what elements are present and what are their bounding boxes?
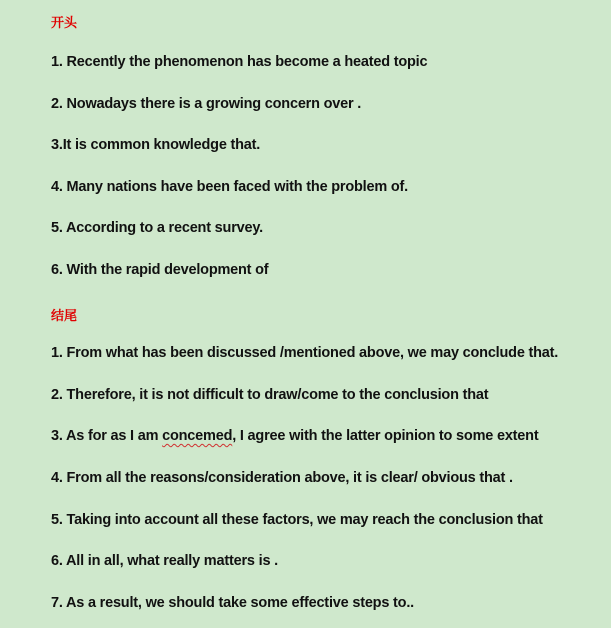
opening-item-3: 3.It is common knowledge that.: [51, 137, 261, 153]
closing-heading: 结尾: [51, 309, 78, 324]
closing-item-3-after: , I agree with the latter opinion to some extent: [232, 428, 539, 444]
opening-item-6: 6. With the rapid development of: [51, 262, 269, 278]
spelling-flag: concemed: [162, 428, 233, 444]
closing-item-3: [51, 428, 538, 444]
closing-item-7: 7. As a result, we should take some effective steps to..: [51, 595, 414, 611]
closing-item-6: 6. All in all, what really matters is .: [51, 553, 278, 569]
closing-item-2: 2. Therefore, it is not difficult to draw/come to the conclusion that: [51, 387, 489, 403]
opening-item-4: 4. Many nations have been faced with the problem of.: [51, 179, 408, 195]
closing-item-5: 5. Taking into account all these factors, we may reach the conclusion that: [51, 512, 543, 528]
opening-heading: 开头: [51, 16, 78, 31]
opening-item-2: 2. Nowadays there is a growing concern over .: [51, 96, 362, 112]
opening-item-1: 1. Recently the phenomenon has become a heated topic: [51, 54, 428, 70]
opening-item-5: 5. According to a recent survey.: [51, 220, 263, 236]
closing-item-1: 1. From what has been discussed /mentioned above, we may conclude that.: [51, 345, 559, 361]
closing-item-4: 4. From all the reasons/consideration above, it is clear/ obvious that .: [51, 470, 513, 486]
closing-item-3-before: 3. As for as I am: [51, 428, 163, 444]
